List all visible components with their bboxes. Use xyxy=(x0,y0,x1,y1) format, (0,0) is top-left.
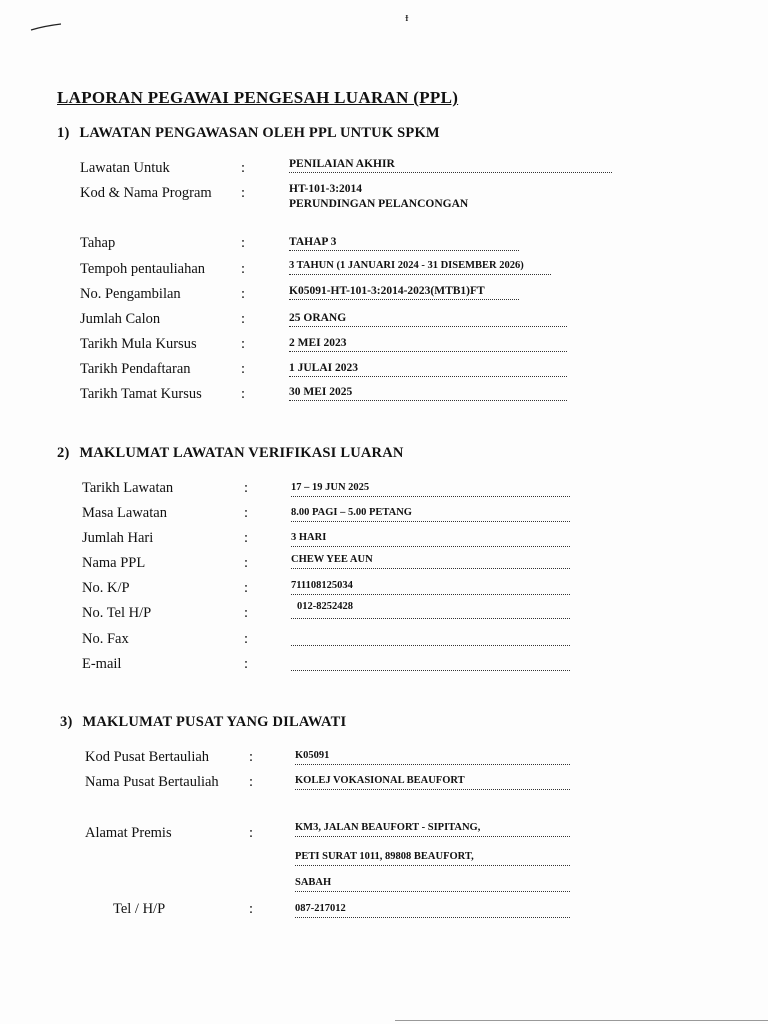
colon: : xyxy=(241,286,246,302)
scan-mark: ᵻ xyxy=(405,9,409,24)
label-tarikh-mula-kursus: Tarikh Mula Kursus xyxy=(80,336,197,352)
value-nama-ppl: CHEW YEE AUN xyxy=(291,553,570,569)
section-2-title: MAKLUMAT LAWATAN VERIFIKASI LUARAN xyxy=(79,445,404,461)
section-2-number: 2) xyxy=(57,445,70,461)
label-alamat-premis: Alamat Premis xyxy=(85,825,172,841)
label-tarikh-tamat-kursus: Tarikh Tamat Kursus xyxy=(80,386,202,402)
document-title: LAPORAN PEGAWAI PENGESAH LUARAN (PPL) xyxy=(57,88,459,107)
colon: : xyxy=(249,825,254,841)
label-email: E-mail xyxy=(82,656,122,672)
label-jumlah-calon: Jumlah Calon xyxy=(80,311,161,327)
colon: : xyxy=(249,749,254,765)
value-alamat-line-3: SABAH xyxy=(295,876,570,892)
value-alamat-line-1: KM3, JALAN BEAUFORT - SIPITANG, xyxy=(295,821,570,837)
colon: : xyxy=(244,530,249,546)
colon: : xyxy=(244,605,249,621)
value-no-fax xyxy=(291,630,570,646)
value-no-tel-hp: 012-8252428 xyxy=(291,600,570,619)
value-jumlah-hari: 3 HARI xyxy=(291,531,570,547)
value-alamat-line-2: PETI SURAT 1011, 89808 BEAUFORT, xyxy=(295,850,570,866)
colon: : xyxy=(249,774,254,790)
value-masa-lawatan: 8.00 PAGI – 5.00 PETANG xyxy=(291,506,570,522)
value-no-kp: 711108125034 xyxy=(291,579,570,595)
value-kod-pusat-bertauliah: K05091 xyxy=(295,749,570,765)
section-3-number: 3) xyxy=(60,714,73,730)
label-no-kp: No. K/P xyxy=(82,580,130,596)
colon: : xyxy=(241,311,246,327)
value-tarikh-tamat-kursus: 30 MEI 2025 xyxy=(289,385,567,401)
value-tarikh-lawatan: 17 – 19 JUN 2025 xyxy=(291,481,570,497)
label-nama-ppl: Nama PPL xyxy=(82,555,146,571)
label-no-fax: No. Fax xyxy=(82,631,129,647)
colon: : xyxy=(241,386,246,402)
value-tempoh-pentauliahan: 3 TAHUN (1 JANUARI 2024 - 31 DISEMBER 2026) xyxy=(289,259,551,275)
label-kod-nama-program: Kod & Nama Program xyxy=(80,185,212,201)
value-jumlah-calon: 25 ORANG xyxy=(289,311,567,327)
label-no-tel-hp: No. Tel H/P xyxy=(82,605,152,621)
value-tarikh-pendaftaran: 1 JULAI 2023 xyxy=(289,361,567,377)
section-1-heading xyxy=(57,125,440,142)
label-tarikh-pendaftaran: Tarikh Pendaftaran xyxy=(80,361,191,377)
label-kod-pusat-bertauliah: Kod Pusat Bertauliah xyxy=(85,749,210,765)
section-1-number: 1) xyxy=(57,125,70,141)
label-tahap: Tahap xyxy=(80,235,116,251)
colon: : xyxy=(241,235,246,251)
value-tel-hp: 087-217012 xyxy=(295,902,570,918)
colon: : xyxy=(244,580,249,596)
value-kod-program: HT-101-3:2014 xyxy=(289,183,363,195)
value-nama-pusat-bertauliah: KOLEJ VOKASIONAL BEAUFORT xyxy=(295,774,570,790)
value-no-pengambilan: K05091-HT-101-3:2014-2023(MTB1)FT xyxy=(289,284,519,300)
label-tempoh-pentauliahan: Tempoh pentauliahan xyxy=(80,261,206,277)
section-2-heading xyxy=(57,445,404,462)
colon: : xyxy=(241,261,246,277)
colon: : xyxy=(241,361,246,377)
label-tarikh-lawatan: Tarikh Lawatan xyxy=(82,480,174,496)
value-email xyxy=(291,655,570,671)
page-bottom-rule xyxy=(395,1020,768,1021)
section-1-title: LAWATAN PENGAWASAN OLEH PPL UNTUK SPKM xyxy=(79,125,440,141)
colon: : xyxy=(244,555,249,571)
colon: : xyxy=(244,480,249,496)
colon: : xyxy=(244,505,249,521)
label-lawatan-untuk: Lawatan Untuk xyxy=(80,160,170,176)
label-no-pengambilan: No. Pengambilan xyxy=(80,286,181,302)
label-jumlah-hari: Jumlah Hari xyxy=(82,530,154,546)
value-nama-program: PERUNDINGAN PELANCONGAN xyxy=(289,198,469,210)
value-tahap: TAHAP 3 xyxy=(289,235,519,251)
section-3-heading xyxy=(60,714,346,731)
label-nama-pusat-bertauliah: Nama Pusat Bertauliah xyxy=(85,774,219,790)
value-lawatan-untuk: PENILAIAN AKHIR xyxy=(289,157,612,173)
colon: : xyxy=(244,656,249,672)
colon: : xyxy=(241,336,246,352)
section-3-title: MAKLUMAT PUSAT YANG DILAWATI xyxy=(82,714,347,730)
value-tarikh-mula-kursus: 2 MEI 2023 xyxy=(289,336,567,352)
colon: : xyxy=(241,160,246,176)
label-masa-lawatan: Masa Lawatan xyxy=(82,505,167,521)
pen-stroke-mark xyxy=(30,22,62,32)
colon: : xyxy=(241,185,246,201)
colon: : xyxy=(244,631,249,647)
colon: : xyxy=(249,901,254,917)
label-tel-hp: Tel / H/P xyxy=(113,901,166,917)
